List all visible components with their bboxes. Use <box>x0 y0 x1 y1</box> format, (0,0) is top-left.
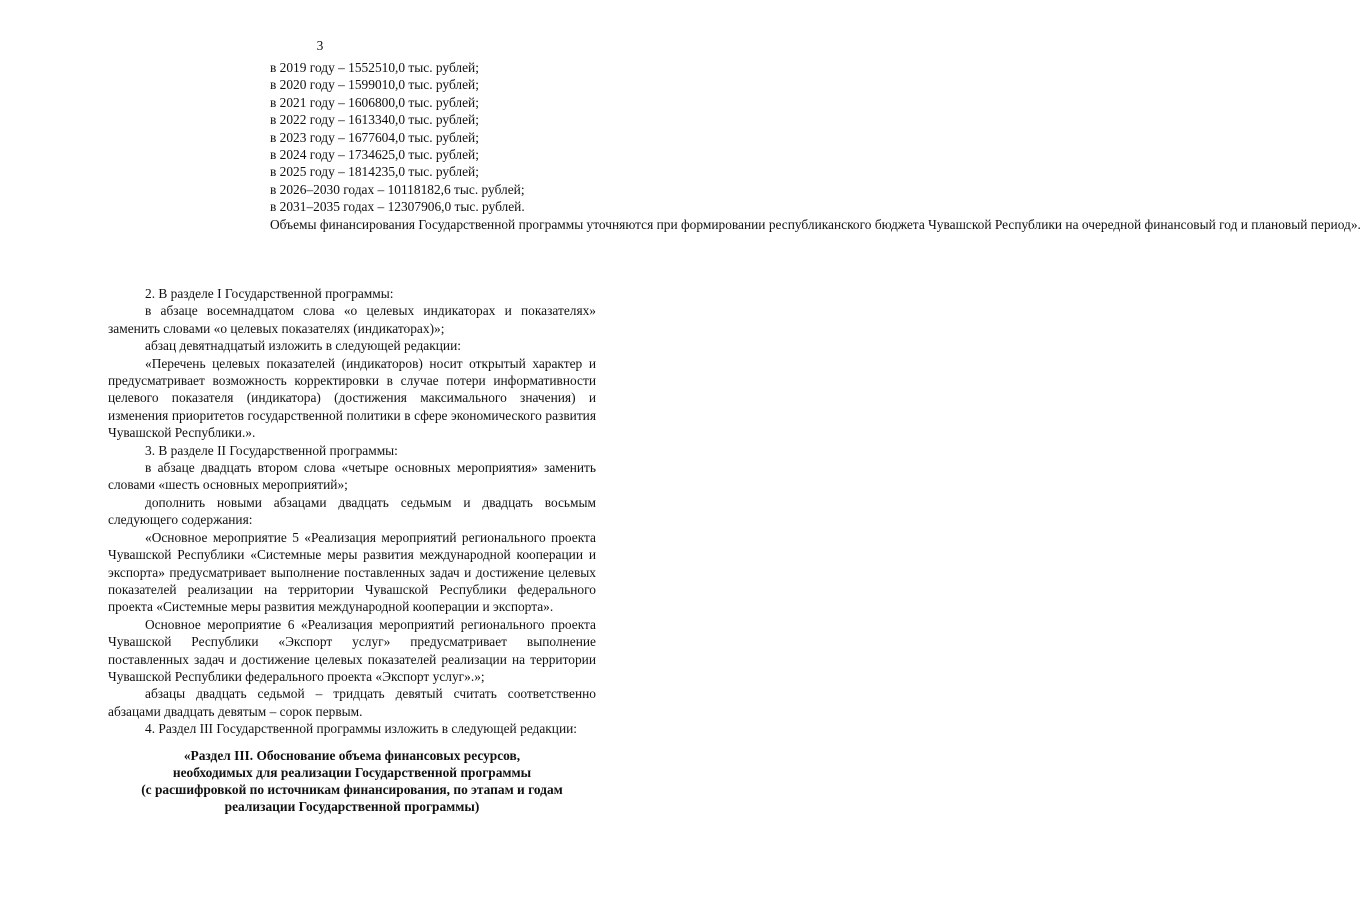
paragraph: «Основное мероприятие 5 «Реализация мероприятий регионального проекта Чувашской Республики «Системные меры развития международной кооперации и экспорта» предусматривает выполнение поставленных задач и достижение целевых показателей реализации на территории Чувашской Республики федерального проекта «Системные меры развития международной кооперации и экспорта». <box>108 529 596 615</box>
page-number: 3 <box>316 38 324 53</box>
funding-line: в 2021 году – 1606800,0 тыс. рублей; <box>270 94 479 110</box>
funding-line: в 2026–2030 годах – 10118182,6 тыс. рублей; <box>270 181 525 197</box>
paragraph: «Перечень целевых показателей (индикаторов) носит открытый характер и предусматривает возможность корректировки в случае потери информативности целевого показателя (индикатора) (достижения максимального значения) и изменения приоритетов государственной политики в сфере экономического развития Чувашской Республики.». <box>108 355 596 441</box>
heading-line: (с расшифровкой по источникам финансирования, по этапам и годам <box>141 782 563 797</box>
paragraph: дополнить новыми абзацами двадцать седьмым и двадцать восьмым следующего содержания: <box>108 494 596 528</box>
funding-line: в 2031–2035 годах – 12307906,0 тыс. рублей. <box>270 199 525 215</box>
funding-line: в 2025 году – 1814235,0 тыс. рублей; <box>270 164 479 180</box>
paragraph: абзацы двадцать седьмой – тридцать девятый считать соответственно абзацами двадцать девятым – сорок первым. <box>108 686 596 719</box>
paragraph: Основное мероприятие 6 «Реализация мероприятий регионального проекта Чувашской Республики «Экспорт услуг» предусматривает выполнение поставленных задач и достижение целевых показателей реализации на территории Чувашской Республики федерального проекта «Экспорт услуг».»; <box>108 616 596 684</box>
heading-line: «Раздел III. Обоснование объема финансовых ресурсов, <box>183 748 521 763</box>
funding-line: в 2019 году – 1552510,0 тыс. рублей; <box>270 60 479 75</box>
paragraph: 2. В разделе I Государственной программы: <box>145 286 394 301</box>
funding-line: в 2020 году – 1599010,0 тыс. рублей; <box>270 77 479 93</box>
paragraph: в абзаце восемнадцатом слова «о целевых индикаторах и показателях» заменить словами «о целевых показателях (индикаторах)»; <box>108 303 596 336</box>
section-heading <box>108 747 596 815</box>
funding-line: в 2024 году – 1734625,0 тыс. рублей; <box>270 147 479 163</box>
funding-line: в 2022 году – 1613340,0 тыс. рублей; <box>270 112 479 128</box>
funding-block <box>270 59 1361 233</box>
funding-line: в 2023 году – 1677604,0 тыс. рублей; <box>270 129 479 145</box>
paragraph: 3. В разделе II Государственной программы: <box>145 442 398 458</box>
funding-note: Объемы финансирования Государственной программы уточняются при формировании республиканского бюджета Чувашской Республики на очередной финансовый год и плановый период». <box>270 216 1361 232</box>
heading-line: необходимых для реализации Государственной программы <box>172 765 532 780</box>
document-body <box>108 285 596 738</box>
paragraph: 4. Раздел III Государственной программы изложить в следующей редакции: <box>145 721 578 737</box>
paragraph: в абзаце двадцать втором слова «четыре основных мероприятия» заменить словами «шесть основных мероприятий»; <box>108 460 596 493</box>
paragraph: абзац девятнадцатый изложить в следующей редакции: <box>145 338 461 354</box>
heading-line: реализации Государственной программы) <box>224 799 480 814</box>
